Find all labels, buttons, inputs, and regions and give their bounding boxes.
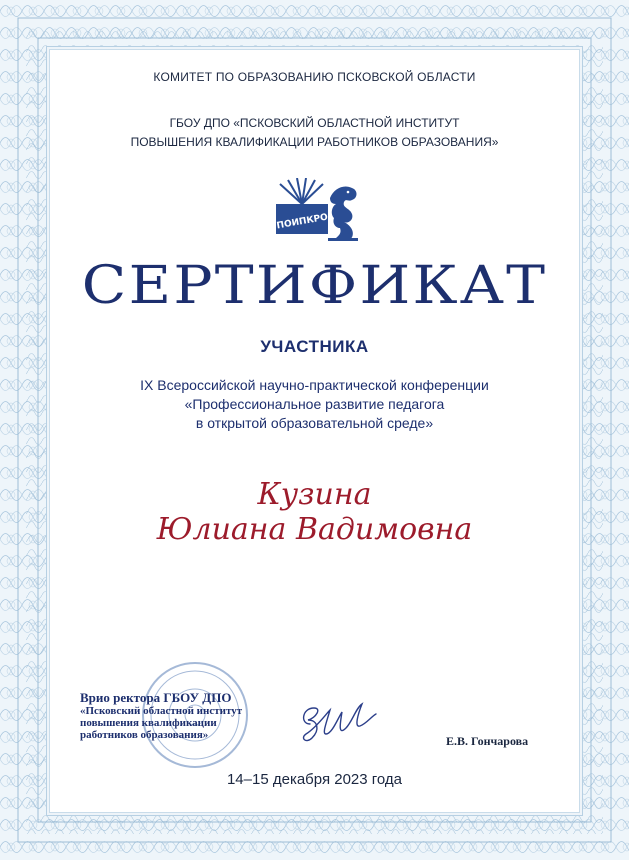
conference-line: IX Всероссийской научно-практической конференции <box>140 377 489 393</box>
recipient-surname: Кузина <box>257 477 372 512</box>
institute-line: ПОВЫШЕНИЯ КВАЛИФИКАЦИИ РАБОТНИКОВ ОБРАЗОВАНИЯ» <box>130 135 499 149</box>
position-line: работников образования» <box>80 729 209 741</box>
certificate-subtitle: УЧАСТНИКА <box>260 337 369 356</box>
conference-description <box>0 376 629 433</box>
committee-heading: КОМИТЕТ ПО ОБРАЗОВАНИЮ ПСКОВСКОЙ ОБЛАСТИ <box>153 70 476 84</box>
signatory-name: Е.В. Гончарова <box>446 734 529 748</box>
position-line: Врио ректора ГБОУ ДПО <box>80 690 232 705</box>
recipient-given-names: Юлиана Вадимовна <box>156 512 473 547</box>
certificate-title: СЕРТИФИКАТ <box>81 256 548 316</box>
poipkro-logo-icon <box>272 178 364 246</box>
event-date: 14–15 декабря 2023 года <box>226 771 403 788</box>
institute-line: ГБОУ ДПО «ПСКОВСКИЙ ОБЛАСТНОЙ ИНСТИТУТ <box>169 116 460 130</box>
position-line: повышения квалификации <box>80 717 217 729</box>
institute-heading <box>0 114 629 152</box>
logo-text: ПОИПКРО <box>275 212 329 232</box>
signatory-position <box>80 690 270 741</box>
signature-icon <box>296 694 380 750</box>
position-line: «Псковский областной институт <box>80 705 243 717</box>
conference-line: «Профессиональное развитие педагога <box>184 396 445 412</box>
conference-line: в открытой образовательной среде» <box>195 415 434 431</box>
